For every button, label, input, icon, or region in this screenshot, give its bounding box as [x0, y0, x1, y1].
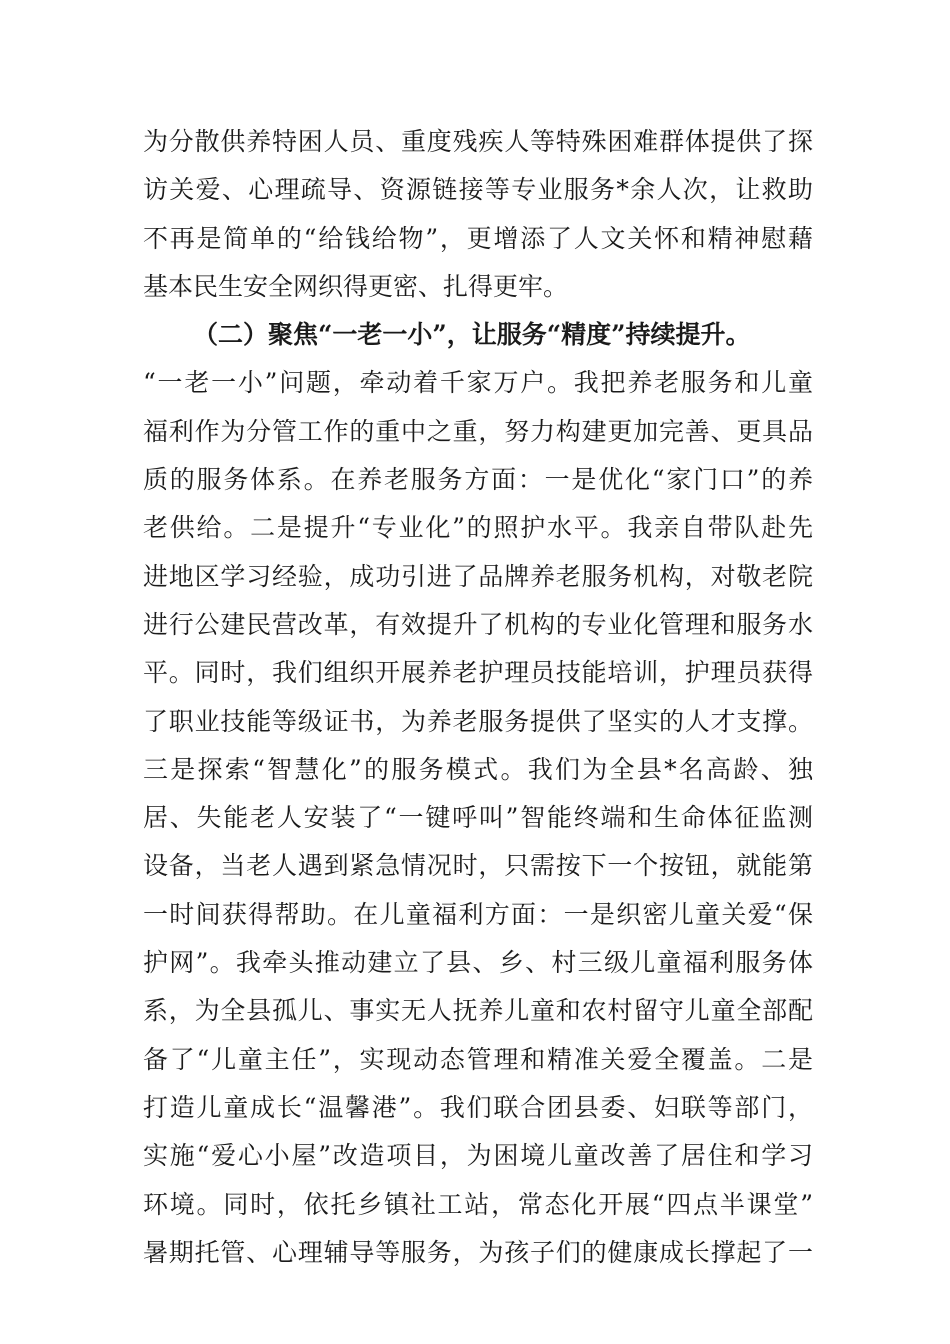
- text-line-22: 实施“爱心小屋”改造项目，为困境儿童改善了居住和学习: [143, 1141, 813, 1171]
- text-line-14: 三是探索“智慧化”的服务模式。我们为全县*名高龄、独: [143, 754, 813, 784]
- text-line-23: 环境。同时，依托乡镇社工站，常态化开展“四点半课堂”: [143, 1189, 813, 1219]
- text-line-10: 进地区学习经验，成功引进了品牌养老服务机构，对敬老院: [143, 561, 813, 591]
- text-line-11: 进行公建民营改革，有效提升了机构的专业化管理和服务水: [143, 609, 813, 639]
- text-line-6: “一老一小”问题，牵动着千家万户。我把养老服务和儿童: [143, 368, 813, 398]
- text-line-15: 居、失能老人安装了“一键呼叫”智能终端和生命体征监测: [143, 803, 813, 833]
- text-line-16: 设备，当老人遇到紧急情况时，只需按下一个按钮，就能第: [143, 851, 813, 881]
- section-heading: （二）聚焦“一老一小”，让服务“精度”持续提升。: [193, 320, 751, 350]
- text-line-12: 平。同时，我们组织开展养老护理员技能培训，护理员获得: [143, 658, 813, 688]
- text-line-7: 福利作为分管工作的重中之重，努力构建更加完善、更具品: [143, 416, 813, 446]
- text-line-17: 一时间获得帮助。在儿童福利方面：一是织密儿童关爱“保: [143, 899, 813, 929]
- text-line-4: 基本民生安全网织得更密、扎得更牢。: [143, 271, 569, 301]
- text-line-8: 质的服务体系。在养老服务方面：一是优化“家门口”的养: [143, 465, 813, 495]
- text-line-18: 护网”。我牵头推动建立了县、乡、村三级儿童福利服务体: [143, 948, 813, 978]
- text-line-19: 系，为全县孤儿、事实无人抚养儿童和农村留守儿童全部配: [143, 996, 813, 1026]
- text-line-3: 不再是简单的“给钱给物”，更增添了人文关怀和精神慰藉: [143, 223, 813, 253]
- text-line-20: 备了“儿童主任”，实现动态管理和精准关爱全覆盖。二是: [143, 1044, 813, 1074]
- text-line-13: 了职业技能等级证书，为养老服务提供了坚实的人才支撑。: [143, 706, 813, 736]
- text-line-1: 为分散供养特困人员、重度残疾人等特殊困难群体提供了探: [143, 127, 813, 156]
- text-line-21: 打造儿童成长“温馨港”。我们联合团县委、妇联等部门，: [143, 1092, 813, 1122]
- text-line-24: 暑期托管、心理辅导等服务，为孩子们的健康成长撑起了一: [143, 1237, 813, 1267]
- text-line-9: 老供给。二是提升“专业化”的照护水平。我亲自带队赴先: [143, 513, 813, 543]
- body-text: [143, 118, 813, 1277]
- text-line-2: 访关爱、心理疏导、资源链接等专业服务*余人次，让救助: [143, 175, 813, 205]
